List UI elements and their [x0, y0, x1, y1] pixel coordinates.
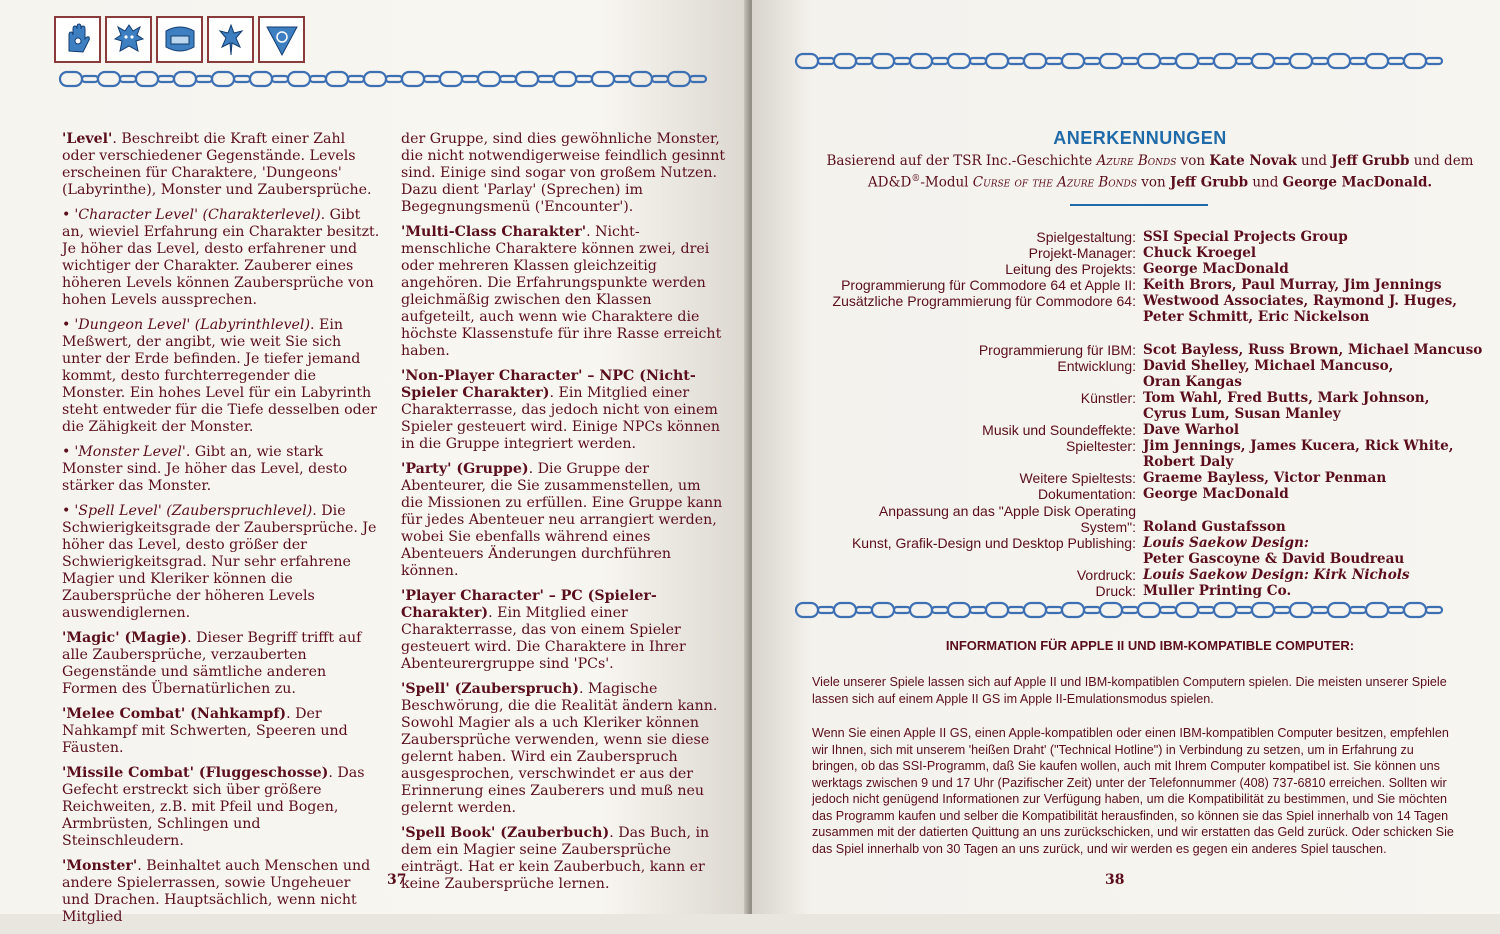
chain-link [894, 607, 910, 613]
glossary-term: 'Spell Book' (Zauberbuch) [401, 825, 610, 841]
glossary-entry [62, 858, 380, 926]
credit-role: Weitere Spieltests: [1019, 470, 1136, 487]
chain-link [1426, 58, 1442, 64]
glossary-definition: . Beschreibt die Kraft einer Zahl oder verschiedener Gegenstände. Levels erscheinen für Charaktere, 'Dungeons' (Labyrinthe), Monster und Zaubersprüche. [62, 131, 372, 198]
glossary-column-1 [62, 131, 380, 934]
chain-link [1236, 58, 1252, 64]
credit-name [1136, 503, 1143, 519]
glossary-definition: . Das Gefecht erstreckt sich über größere Reichweiten, z.B. mit Pfeil und Bogen, Armbrüsten, Schlingen und Steinschleudern. [62, 765, 365, 849]
glossary-definition: . Der Nahkampf mit Schwerten, Speeren und Fäusten. [62, 706, 348, 756]
chain-link [1198, 58, 1214, 64]
credit-role: System": [1080, 518, 1136, 535]
acknowledgements-subtitle [800, 152, 1500, 192]
acknowledgements-title: ANERKENNUNGEN [1053, 128, 1227, 148]
credit-name: SSI Special Projects Group [1143, 229, 1348, 245]
chain-link [818, 58, 834, 64]
chain-link [310, 76, 326, 82]
glossary-entry [62, 131, 380, 199]
chain-link [98, 72, 120, 86]
chain-link [1100, 54, 1122, 68]
chain-link [1024, 603, 1046, 617]
credit-role: Entwicklung: [1057, 357, 1136, 374]
chain-link [554, 72, 576, 86]
credit-name: Westwood Associates, Raymond J. Huges, [1143, 293, 1458, 310]
chain-link [1138, 603, 1160, 617]
subtitle-line-1 [800, 152, 1500, 170]
chain-link [1160, 607, 1176, 613]
subtitle-text: . [1427, 174, 1433, 191]
credit-row [790, 390, 1490, 406]
subtitle-text: Basierend auf der TSR Inc.-Geschichte [826, 153, 1097, 169]
credit-role: Programmierung für IBM: [978, 341, 1136, 358]
chain-link [1122, 607, 1138, 613]
credit-row [790, 293, 1490, 309]
subtitle-author: Jeff Grubb [1169, 174, 1249, 191]
chain-link [272, 76, 288, 82]
chain-link [1176, 603, 1198, 617]
glossary-term: 'Character Level' (Charakterlevel) [74, 207, 321, 223]
credit-row [790, 342, 1490, 358]
chain-link [386, 76, 402, 82]
glossary-definition: . Beinhaltet auch Menschen und andere Spielerrassen, sowie Ungeheuer und Drachen. Hauptsächlich, wenn nicht Mitglied [62, 858, 371, 925]
credit-name: Graeme Bayless, Victor Penman [1143, 470, 1387, 487]
chain-link [970, 58, 986, 64]
credit-role: Spielgestaltung: [1036, 229, 1136, 245]
chain-divider-top-right [794, 50, 1459, 72]
chain-link [910, 603, 932, 617]
credit-name: Dave Warhol [1143, 422, 1240, 439]
credit-row [790, 422, 1490, 438]
chain-link [1274, 607, 1290, 613]
credit-role: Musik und Soundeffekte: [982, 422, 1136, 439]
chain-link [402, 72, 424, 86]
chain-link [174, 72, 196, 86]
chain-link [158, 76, 174, 82]
credit-row [790, 358, 1490, 374]
credit-role: Spieltester: [1065, 438, 1136, 455]
credit-name: George MacDonald [1143, 261, 1289, 278]
chain-link [1388, 607, 1404, 613]
chain-link [136, 72, 158, 86]
chain-link [1328, 54, 1350, 68]
info-heading: INFORMATION FÜR APPLE II UND IBM-KOMPATIBLE COMPUTER: [945, 638, 1355, 653]
chain-link [1062, 54, 1084, 68]
glossary-entry [62, 630, 380, 698]
chain-link [986, 54, 1008, 68]
bullet-icon: • [62, 207, 71, 223]
glossary-definition: . Ein Mitglied einer Charakterrasse, das jedoch nicht von einem Spieler gesteuert wird. Einige NPCs können in die Gruppe integriert werden. [401, 385, 721, 452]
glossary-term: 'Missile Combat' (Fluggeschosse) [62, 765, 329, 781]
glossary-definition: . Ein Mitglied einer Charakterrasse, das von einem Spieler gesteuert wird. Die Charaktere in Ihrer Abenteurergruppe sind 'PCs'. [401, 605, 686, 672]
credit-name: Scot Bayless, Russ Brown, Michael Mancuso [1143, 341, 1483, 358]
info-paragraph-1: Viele unserer Spiele lassen sich auf Apple II und IBM-kompatiblen Computern spielen. Die meisten unserer Spiele lassen sich auf einem Apple II GS im Apple II-Emulationsmodus spielen. [812, 675, 1447, 706]
glossary-entry [62, 765, 380, 850]
credit-role [790, 406, 1136, 422]
credit-row [790, 374, 1490, 390]
chain-link [1426, 607, 1442, 613]
bullet-icon: • [62, 503, 71, 519]
chain-link [1084, 607, 1100, 613]
chain-link [948, 603, 970, 617]
credit-role: Projekt-Manager: [1028, 245, 1136, 262]
glossary-definition: . Das Buch, in dem ein Magier seine Zaubersprüche einträgt. Hat er kein Zauberbuch, kann er keine Zaubersprüche lernen. [401, 825, 710, 892]
chain-link [462, 76, 478, 82]
glossary-term: 'Monster' [62, 858, 138, 874]
credit-name: Peter Schmitt, Eric Nickelson [1143, 309, 1370, 326]
glossary-term: 'Melee Combat' (Nahkampf) [62, 706, 287, 722]
chain-link [1328, 603, 1350, 617]
glossary-entry [401, 681, 726, 817]
chain-link [1062, 603, 1084, 617]
title-underline [1070, 204, 1208, 206]
credit-row [790, 326, 1490, 342]
dragon-icon [207, 16, 254, 63]
chain-link [872, 54, 894, 68]
credit-name: Keith Brors, Paul Murray, Jim Jennings [1143, 277, 1442, 294]
credit-role: Leitung des Projekts: [1005, 261, 1136, 278]
page-number-right: 38 [1105, 872, 1125, 888]
glossary-term: 'Dungeon Level' (Labyrinthlevel) [74, 317, 310, 333]
credit-row [790, 229, 1490, 245]
credit-name: Roland Gustafsson [1143, 518, 1286, 535]
registered-mark: ® [911, 174, 921, 184]
glossary-entry [401, 368, 726, 453]
credit-role: Druck: [1095, 582, 1136, 599]
chain-link [1350, 58, 1366, 64]
chain-divider-middle-right [794, 599, 1459, 621]
info-paragraph-2: Wenn Sie einen Apple II GS, einen Apple-kompatiblen oder einen IBM-kompatiblen Computer besitzen, empfehlen wir Ihnen, sich mit unserem 'heißen Draht' ("Technical Hotline") in Verbindung zu setzen, um in Erfahrung zu bringen, ob das SSI-Programm, daß Sie kaufen wollen, auch mit Ihrem Computer kompatibel ist. Sie können uns werktags zwischen 9 und 17 Uhr (Pazifischer Zeit) unter der Telefonnummer (408) 737-6810 erreichen. Sollten wir jedoch nicht genügend Informationen zur Verfügung haben, um die Kompatibilität zu bestimmen, und Sie möchten das Programm kaufen und selber die Kompatibilität herausfinden, so können sie das Spiel innerhalb von 14 Tagen zusammen mit der datierten Quittung an uns zurückschicken, und wir erstatten das Geld zurück. Oder schicken Sie das Spiel innerhalb von 30 Tagen an uns zurück, und wir werden es gegen ein anderes Spiel tauschen. [812, 726, 1454, 856]
subtitle-module-title: Curse of the Azure Bonds [972, 174, 1137, 191]
chain-link [614, 76, 630, 82]
credit-row [790, 551, 1490, 567]
chain-link [834, 54, 856, 68]
credit-row [790, 309, 1490, 325]
glossary-term: 'Player Character' – PC (Spieler-Charakter) [401, 588, 657, 621]
emblem-icon-row [54, 16, 305, 63]
chain-link [234, 76, 250, 82]
chain-link [440, 72, 462, 86]
subtitle-text: und dem [1409, 153, 1474, 169]
glossary-definition: . Nicht-menschliche Charaktere können zwei, drei oder mehreren Klassen gleichzeitig angehören. Die Erfahrungspunkte werden gleichmäßig zwischen den Klassen aufgeteilt, auch wenn wie Charaktere die höchste Klassenstufe für ihre Rasse erreicht haben. [401, 224, 722, 359]
left-page [0, 0, 748, 925]
credit-name: Peter Gascoyne & David Boudreau [1143, 550, 1405, 567]
credit-role [790, 309, 1136, 325]
chain-link [1388, 58, 1404, 64]
chain-link [652, 76, 668, 82]
glossary-entry [401, 224, 726, 360]
bullet-icon: • [62, 444, 71, 460]
credit-name: Oran Kangas [1143, 373, 1242, 390]
chain-link [894, 58, 910, 64]
glossary-definition: . Die Schwierigkeitsgrade der Zaubersprüche. Je höher das Level, desto größer der Schwierigkeitsgrad. Nur sehr erfahrene Magier und Kleriker können die Zaubersprüche der höheren Levels auswendiglernen. [62, 503, 377, 621]
glossary-term: 'Party' (Gruppe) [401, 461, 529, 477]
chain-link [796, 54, 818, 68]
credit-name [1136, 326, 1143, 342]
chain-link [60, 72, 82, 86]
chain-link [1024, 54, 1046, 68]
credit-row [790, 454, 1490, 470]
credit-row [790, 438, 1490, 454]
chain-link [250, 72, 272, 86]
chain-link [948, 54, 970, 68]
credit-row [790, 470, 1490, 486]
chain-link [630, 72, 652, 86]
chain-link [478, 72, 500, 86]
chain-link [1404, 603, 1426, 617]
chain-link [1404, 54, 1426, 68]
credit-row [790, 261, 1490, 277]
chain-link [1138, 54, 1160, 68]
credit-role: Zusätzliche Programmierung für Commodore 64: [832, 293, 1136, 310]
credit-role: Kunst, Grafik-Design und Desktop Publishing: [851, 534, 1136, 551]
chain-link [856, 607, 872, 613]
shield-crest-icon [156, 16, 203, 63]
credit-row [790, 277, 1490, 293]
chain-link [1100, 603, 1122, 617]
chain-link [1312, 607, 1328, 613]
chain-link [668, 72, 690, 86]
subtitle-text: von [1136, 174, 1170, 191]
credit-name: Cyrus Lum, Susan Manley [1143, 405, 1341, 422]
chain-link [1312, 58, 1328, 64]
chain-link [516, 72, 538, 86]
chain-link [910, 54, 932, 68]
chain-link [1274, 58, 1290, 64]
credit-name: Louis Saekow Design: Kirk Nichols [1143, 566, 1410, 583]
glossary-term: 'Magic' (Magie) [62, 630, 188, 646]
subtitle-text: -Modul [920, 174, 973, 191]
chain-link [1176, 54, 1198, 68]
chain-link [1008, 607, 1024, 613]
hand-icon [54, 16, 101, 63]
credit-role [790, 374, 1136, 390]
chain-link [1252, 54, 1274, 68]
chain-link [1084, 58, 1100, 64]
chain-link [818, 607, 834, 613]
page-number-left: 37 [387, 872, 407, 888]
glossary-entry [62, 503, 380, 622]
chain-link [82, 76, 98, 82]
chain-link [576, 76, 592, 82]
glossary-definition: . Gibt an, wieviel Erfahrung ein Charakter besitzt. Je höher das Level, desto erfahrener und wichtiger der Charakter. Zauberer eines höheren Levels können Zaubersprüche von hohen Levels aussprechen. [62, 207, 380, 308]
credit-row [790, 535, 1490, 551]
chain-link [1366, 54, 1388, 68]
subtitle-book-title: Azure Bonds [1096, 153, 1177, 169]
credit-name: George MacDonald [1143, 486, 1289, 503]
chain-link [932, 58, 948, 64]
chain-link [1350, 607, 1366, 613]
glossary-term: 'Monster Level' [74, 444, 186, 460]
subtitle-author: Jeff Grubb [1331, 153, 1410, 169]
glossary-term: 'Multi-Class Charakter' [401, 224, 587, 240]
chain-link [592, 72, 614, 86]
chain-link [1046, 607, 1062, 613]
glossary-entry [62, 317, 380, 436]
glossary-definition: . Magische Beschwörung, die die Realität ändern kann. Sowohl Magier als a uch Kleriker können Zaubersprüche verwenden, wenn sie diese gelernt haben. Wird ein Zauberspruch ausgesprochen, verschwindet er aus der Erinnerung eines Zauberers und muß neu gelernt werden. [401, 681, 718, 816]
chain-link [834, 603, 856, 617]
credit-name: Louis Saekow Design: [1143, 534, 1309, 551]
credit-row [790, 406, 1490, 422]
chain-link [986, 603, 1008, 617]
chain-link [856, 58, 872, 64]
chain-link [1214, 54, 1236, 68]
chain-link [288, 72, 310, 86]
chain-link [1122, 58, 1138, 64]
credit-row [790, 519, 1490, 535]
bullet-icon: • [62, 317, 71, 333]
chain-link [1366, 603, 1388, 617]
chain-link [364, 72, 386, 86]
chain-link [424, 76, 440, 82]
chain-link [932, 607, 948, 613]
credit-role [790, 551, 1136, 567]
demon-icon [105, 16, 152, 63]
credit-row [790, 503, 1490, 519]
glossary-entry [401, 461, 726, 580]
subtitle-text: AD&D [867, 174, 912, 191]
chain-link [1160, 58, 1176, 64]
glossary-term: 'Non-Player Character' – NPC (Nicht-Spieler Charakter) [401, 368, 696, 401]
glossary-entry [62, 207, 380, 309]
credit-role: Künstler: [1080, 389, 1136, 406]
credit-row [790, 486, 1490, 502]
credit-role: Vordruck: [1076, 566, 1136, 583]
chain-link [1252, 603, 1274, 617]
glossary-term: 'Level' [62, 131, 113, 147]
glossary-term: 'Spell' (Zauberspruch) [401, 681, 579, 697]
credit-role: Anpassung an das "Apple Disk Operating [878, 502, 1136, 519]
chain-divider-top-left [58, 68, 724, 90]
chain-link [1290, 54, 1312, 68]
glossary-definition: der Gruppe, sind dies gewöhnliche Monster, die nicht notwendigerweise feindlich gesinnt sind. Einige sind sogar von großem Nutzen. Dazu dient 'Parlay' (Sprechen) im Begegnungsmenü ('Encounter'). [401, 131, 726, 215]
glossary-entry [62, 706, 380, 757]
chain-link [1214, 603, 1236, 617]
credit-row [790, 583, 1490, 599]
credit-name: David Shelley, Michael Mancuso, [1143, 357, 1394, 374]
credit-name: Tom Wahl, Fred Butts, Mark Johnson, [1143, 389, 1430, 406]
credit-name: Muller Printing Co. [1143, 582, 1292, 599]
glossary-column-2 [401, 131, 726, 901]
glossary-entry [62, 444, 380, 495]
credit-name: Jim Jennings, James Kucera, Rick White, [1143, 438, 1454, 455]
chain-link [1236, 607, 1252, 613]
glossary-definition: . Die Gruppe der Abenteurer, die Sie zusammenstellen, um die Missionen zu erfüllen. Eine Gruppe kann für jedes Abenteuer neu arrangiert werden, wobei Sie ebenfalls während eines Abenteuers Änderungen durchführen können. [401, 461, 723, 579]
credit-role: Dokumentation: [1037, 486, 1136, 503]
credits-list [790, 229, 1490, 599]
credit-name: Robert Daly [1143, 454, 1234, 471]
chain-link [500, 76, 516, 82]
glossary-definition: . Ein Meßwert, der angibt, wie weit Sie sich unter der Erde befinden. Je tiefer jemand kommt, desto furchterregender die Monster. Ein hohes Level für ein Labyrinth steht entweder für die Tiefe desselben oder die Zähigkeit der Monster. [62, 317, 377, 435]
glossary-entry [401, 825, 726, 893]
subtitle-author: George MacDonald [1282, 174, 1428, 191]
chain-link [326, 72, 348, 86]
chain-link [1008, 58, 1024, 64]
credit-row [790, 245, 1490, 261]
glossary-entry [401, 588, 726, 673]
chain-link [1290, 603, 1312, 617]
credit-name: Chuck Kroegel [1143, 245, 1257, 262]
chain-link [690, 76, 706, 82]
chain-link [1198, 607, 1214, 613]
chain-link [120, 76, 136, 82]
credit-role [790, 454, 1136, 470]
chain-link [796, 603, 818, 617]
chain-link [196, 76, 212, 82]
subtitle-author: Kate Novak [1209, 153, 1297, 169]
credit-role: Programmierung für Commodore 64 et Apple II: [841, 277, 1136, 294]
glossary-term: 'Spell Level' (Zauberspruchlevel) [74, 503, 313, 519]
chain-link [212, 72, 234, 86]
chain-link [538, 76, 554, 82]
glossary-entry [401, 131, 726, 216]
chain-link [1046, 58, 1062, 64]
credit-role [790, 326, 1136, 342]
glossary-definition: . Gibt an, wie stark Monster sind. Je höher das Level, desto stärker das Monster. [62, 444, 348, 494]
credit-row [790, 567, 1490, 583]
triangle-emblem-icon [258, 16, 305, 63]
subtitle-text: und [1296, 153, 1332, 169]
glossary-definition: . Dieser Begriff trifft auf alle Zaubersprüche, verzauberten Gegenstände und sämtliche anderen Formen des Übernatürlichen zu. [62, 630, 362, 697]
chain-link [348, 76, 364, 82]
subtitle-text: von [1176, 153, 1210, 169]
chain-link [872, 603, 894, 617]
subtitle-text: und [1248, 174, 1283, 191]
subtitle-line-2 [800, 170, 1500, 192]
chain-link [970, 607, 986, 613]
